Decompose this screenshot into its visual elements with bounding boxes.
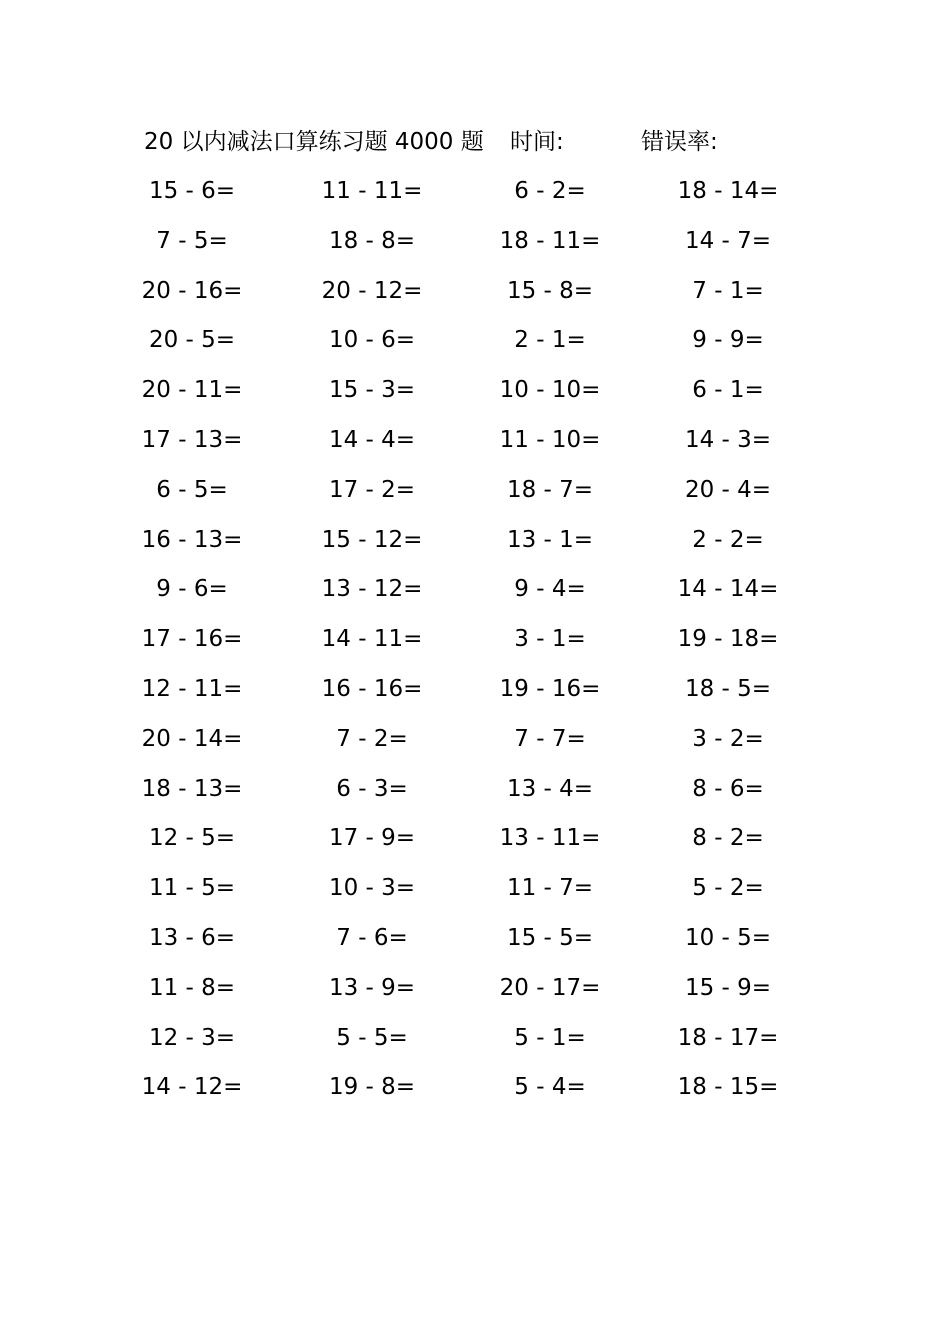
subtraction-problem: 11 - 8= <box>148 974 236 1001</box>
subtraction-problem: 20 - 11= <box>141 377 243 404</box>
subtraction-problem: 12 - 11= <box>141 675 243 702</box>
subtraction-problem: 14 - 12= <box>141 1074 243 1101</box>
subtraction-problem: 9 - 6= <box>156 576 228 603</box>
subtraction-problem: 11 - 5= <box>148 875 236 902</box>
problem-row <box>0 568 950 618</box>
subtraction-problem: 12 - 5= <box>148 825 236 852</box>
subtraction-problem: 10 - 3= <box>328 875 416 902</box>
subtraction-problem: 5 - 5= <box>336 1024 408 1051</box>
subtraction-problem: 20 - 4= <box>684 476 772 503</box>
subtraction-problem: 20 - 17= <box>499 974 601 1001</box>
subtraction-problem: 7 - 2= <box>336 725 408 752</box>
subtraction-problem: 15 - 6= <box>148 178 236 204</box>
problem-row <box>0 1066 950 1116</box>
problem-row <box>0 419 950 469</box>
subtraction-problem: 14 - 7= <box>684 227 772 254</box>
subtraction-problem: 6 - 3= <box>336 775 408 802</box>
subtraction-problem: 16 - 16= <box>321 675 423 702</box>
subtraction-problem: 5 - 2= <box>692 875 764 902</box>
subtraction-problem: 12 - 3= <box>148 1024 236 1051</box>
subtraction-problem: 2 - 2= <box>692 526 764 553</box>
problem-row <box>0 917 950 967</box>
subtraction-problem: 17 - 9= <box>328 825 416 852</box>
problem-row <box>0 718 950 768</box>
problem-row <box>0 319 950 369</box>
subtraction-problem: 18 - 5= <box>684 675 772 702</box>
subtraction-problem: 16 - 13= <box>141 526 243 553</box>
subtraction-problem: 5 - 4= <box>514 1074 586 1101</box>
subtraction-problem: 20 - 12= <box>321 277 423 304</box>
subtraction-problem: 11 - 11= <box>321 178 423 204</box>
subtraction-problem: 18 - 15= <box>677 1074 779 1101</box>
subtraction-problem: 15 - 3= <box>328 377 416 404</box>
subtraction-problem: 20 - 5= <box>148 327 236 354</box>
subtraction-problem: 9 - 4= <box>514 576 586 603</box>
error-rate-label: 错误率: <box>641 129 718 155</box>
subtraction-problem: 19 - 8= <box>328 1074 416 1101</box>
subtraction-problem: 20 - 14= <box>141 725 243 752</box>
subtraction-problem: 14 - 14= <box>677 576 779 603</box>
subtraction-problem: 19 - 18= <box>677 626 779 653</box>
subtraction-problem: 17 - 13= <box>141 426 243 453</box>
subtraction-problem: 9 - 9= <box>692 327 764 354</box>
subtraction-problem: 7 - 6= <box>336 924 408 951</box>
problem-row <box>0 369 950 419</box>
problem-row <box>0 220 950 270</box>
subtraction-problem: 14 - 11= <box>321 626 423 653</box>
problem-row <box>0 1017 950 1067</box>
worksheet-header <box>144 124 844 160</box>
subtraction-problem: 8 - 6= <box>692 775 764 802</box>
problem-row <box>0 618 950 668</box>
subtraction-problem: 3 - 1= <box>514 626 586 653</box>
subtraction-problem: 17 - 2= <box>328 476 416 503</box>
time-label: 时间: <box>510 129 564 155</box>
subtraction-problem: 2 - 1= <box>514 327 586 354</box>
problem-row <box>0 170 950 220</box>
subtraction-problem: 18 - 13= <box>141 775 243 802</box>
subtraction-problem: 3 - 2= <box>692 725 764 752</box>
subtraction-problem: 18 - 11= <box>499 227 601 254</box>
subtraction-problem: 13 - 11= <box>499 825 601 852</box>
problem-row <box>0 270 950 320</box>
problem-row <box>0 867 950 917</box>
subtraction-problem: 20 - 16= <box>141 277 243 304</box>
subtraction-problem: 15 - 12= <box>321 526 423 553</box>
subtraction-problem: 6 - 1= <box>692 377 764 404</box>
subtraction-problem: 7 - 1= <box>692 277 764 304</box>
subtraction-problem: 15 - 9= <box>684 974 772 1001</box>
problem-grid <box>0 170 950 1116</box>
subtraction-problem: 15 - 5= <box>506 924 594 951</box>
subtraction-problem: 13 - 1= <box>506 526 594 553</box>
subtraction-problem: 13 - 12= <box>321 576 423 603</box>
subtraction-problem: 5 - 1= <box>514 1024 586 1051</box>
subtraction-problem: 8 - 2= <box>692 825 764 852</box>
subtraction-problem: 15 - 8= <box>506 277 594 304</box>
subtraction-problem: 13 - 4= <box>506 775 594 802</box>
subtraction-problem: 10 - 10= <box>499 377 601 404</box>
problem-row <box>0 668 950 718</box>
problem-row <box>0 469 950 519</box>
subtraction-problem: 6 - 5= <box>156 476 228 503</box>
subtraction-problem: 17 - 16= <box>141 626 243 653</box>
subtraction-problem: 18 - 17= <box>677 1024 779 1051</box>
subtraction-problem: 18 - 14= <box>677 178 779 204</box>
worksheet-title: 20 以内减法口算练习题 4000 题 <box>144 129 484 155</box>
subtraction-problem: 7 - 7= <box>514 725 586 752</box>
subtraction-problem: 7 - 5= <box>156 227 228 254</box>
problem-row <box>0 817 950 867</box>
subtraction-problem: 11 - 7= <box>506 875 594 902</box>
subtraction-problem: 13 - 6= <box>148 924 236 951</box>
subtraction-problem: 18 - 7= <box>506 476 594 503</box>
problem-row <box>0 967 950 1017</box>
subtraction-problem: 19 - 16= <box>499 675 601 702</box>
subtraction-problem: 10 - 6= <box>328 327 416 354</box>
problem-row <box>0 519 950 569</box>
problem-row <box>0 768 950 818</box>
subtraction-problem: 10 - 5= <box>684 924 772 951</box>
subtraction-problem: 13 - 9= <box>328 974 416 1001</box>
subtraction-problem: 14 - 4= <box>328 426 416 453</box>
subtraction-problem: 18 - 8= <box>328 227 416 254</box>
subtraction-problem: 6 - 2= <box>514 178 586 204</box>
subtraction-problem: 11 - 10= <box>499 426 601 453</box>
subtraction-problem: 14 - 3= <box>684 426 772 453</box>
